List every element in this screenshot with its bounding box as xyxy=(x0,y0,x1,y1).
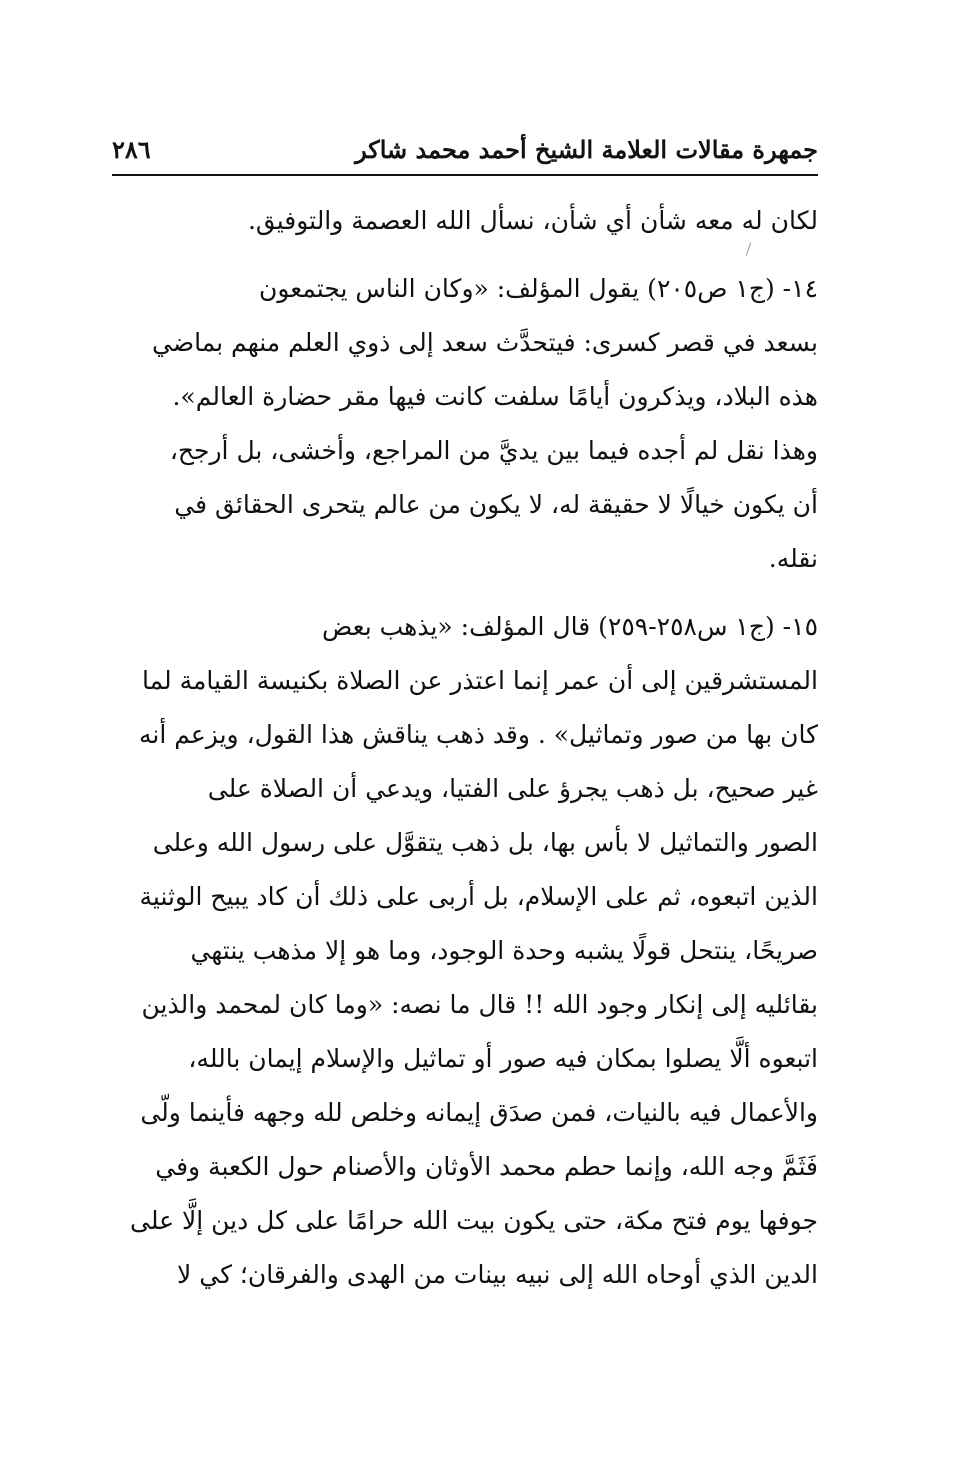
text-line: ١٥- (ج١ س٢٥٨-٢٥٩) قال المؤلف: «يذهب بعض xyxy=(322,612,818,641)
text-line: ١٤- (ج١ ص٢٠٥) يقول المؤلف: «وكان الناس يجتمعون xyxy=(259,274,818,303)
header-rule xyxy=(112,174,818,176)
text-line: المستشرقين إلى أن عمر إنما اعتذر عن الصلاة بكنيسة القيامة لما xyxy=(141,666,818,695)
paragraph-2 xyxy=(112,262,818,586)
text-line: الذين اتبعوه، ثم على الإسلام، بل أربى على ذلك أن كاد يبيح الوثنية xyxy=(139,882,818,911)
body-text xyxy=(112,194,818,1302)
text-line: كان بها من صور وتماثيل» . وقد ذهب يناقش هذا القول، ويزعم أنه xyxy=(138,720,818,749)
text-line: اتبعوه ألَّا يصلوا بمكان فيه صور أو تماثيل والإسلام إيمان بالله، xyxy=(188,1044,818,1073)
text-line: وهذا نقل لم أجده فيما بين يديَّ من المراجع، وأخشى، بل أرجح، xyxy=(169,436,818,465)
text-line: بقائليه إلى إنكار وجود الله !! قال ما نصه: «وما كان لمحمد والذين xyxy=(141,990,818,1019)
text-line: جوفها يوم فتح مكة، حتى يكون بيت الله حرامًا على كل دين إلَّا على xyxy=(129,1206,818,1235)
paragraph-3 xyxy=(112,600,818,1302)
text-line: لكان له معه شأن أي شأن، نسأل الله العصمة والتوفيق. xyxy=(247,206,818,235)
running-title: جمهرة مقالات العلامة الشيخ أحمد محمد شاكر xyxy=(355,134,818,164)
text-line: غير صحيح، بل ذهب يجرؤ على الفتيا، ويدعي أن الصلاة على xyxy=(207,774,818,803)
page-header xyxy=(112,128,818,170)
page-number: ٢٨٦ xyxy=(112,134,151,164)
text-line: الدين الذي أوحاه الله إلى نبيه بينات من الهدى والفرقان؛ كي لا xyxy=(177,1260,818,1289)
text-line: فَثَمَّ وجه الله، وإنما حطم محمد الأوثان والأصنام حول الكعبة وفي xyxy=(155,1152,818,1181)
text-line: هذه البلاد، ويذكرون أيامًا سلفت كانت فيها مقر حضارة العالم». xyxy=(172,382,818,411)
text-line: أن يكون خيالًا لا حقيقة له، لا يكون من عالم يتحرى الحقائق في xyxy=(174,490,818,519)
text-line: والأعمال فيه بالنيات، فمن صدَق إيمانه وخلص لله وجهه فأينما ولّى xyxy=(140,1098,818,1127)
paragraph-1 xyxy=(112,194,818,248)
text-line: صريحًا، ينتحل قولًا يشبه وحدة الوجود، وما هو إلا مذهب ينتهي xyxy=(190,936,818,965)
text-line: الصور والتماثيل لا بأس بها، بل ذهب يتقوَّل على رسول الله وعلى xyxy=(152,828,818,857)
text-line: نقله. xyxy=(768,544,818,573)
text-line: بسعد في قصر كسرى: فيتحدَّث سعد إلى ذوي العلم منهم بماضي xyxy=(152,328,818,357)
